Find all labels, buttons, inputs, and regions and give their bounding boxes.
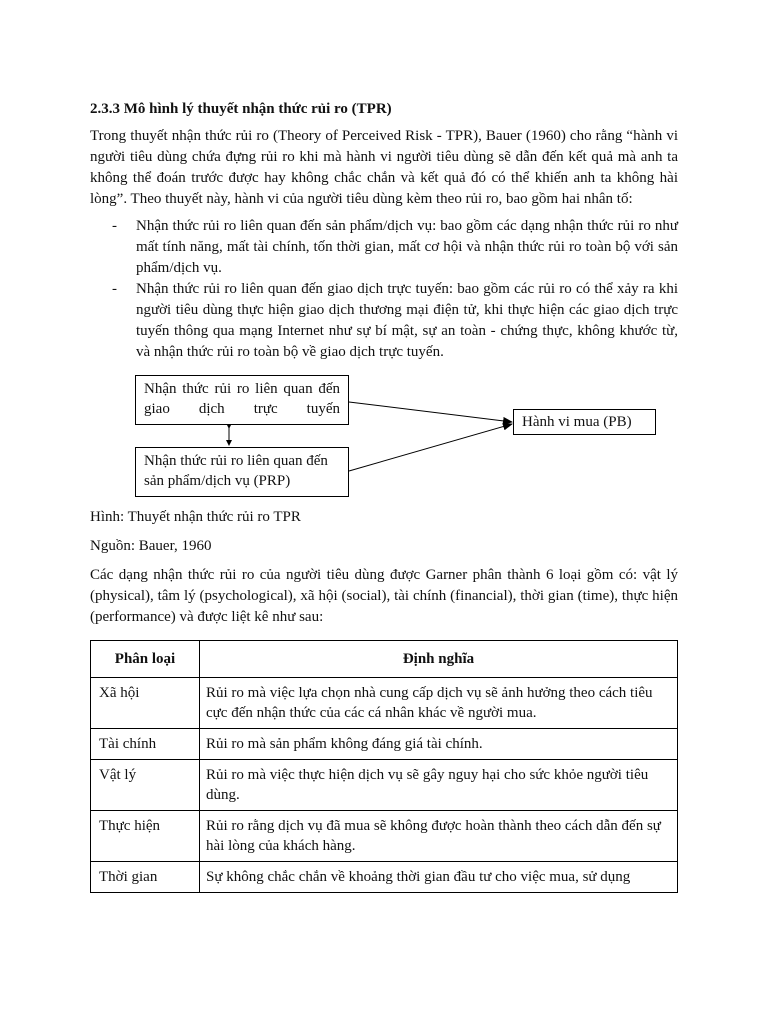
section-heading: 2.3.3 Mô hình lý thuyết nhận thức rủi ro (TPR)	[90, 101, 392, 117]
bullet-dash: -	[112, 218, 117, 234]
product-risk-box: Nhận thức rủi ro liên quan đến sản phẩm/dịch vụ (PRP)	[135, 447, 349, 497]
bullet-dash: -	[112, 281, 117, 297]
list-item	[90, 279, 678, 363]
list-item	[90, 216, 678, 279]
table-cell-definition: Rủi ro rằng dịch vụ đã mua sẽ không được hoàn thành theo cách dẫn đến sự hài lòng của khách hàng.	[200, 811, 678, 862]
classification-paragraph: Các dạng nhận thức rủi ro của người tiêu dùng được Garner phân thành 6 loại gồm có: vật lý (physical), tâm lý (psychological), xã hội (social), tài chính (financial), thời gian (time), thực hiện (performance) và được liệt kê như sau:	[90, 567, 678, 625]
risk-types-table	[90, 640, 678, 893]
table-cell-type: Xã hội	[91, 678, 200, 729]
table-header-row	[91, 641, 678, 678]
arrow-product-to-behavior	[349, 424, 512, 471]
table-cell-type: Thực hiện	[91, 811, 200, 862]
list-item-text: Nhận thức rủi ro liên quan đến sản phẩm/dịch vụ: bao gồm các dạng nhận thức rủi ro như mất tính năng, mất tài chính, tốn thời gian, mất cơ hội và nhận thức rủi ro toàn bộ với sản phẩm/dịch vụ.	[136, 218, 678, 276]
figure-source: Nguồn: Bauer, 1960	[90, 538, 212, 554]
table-row	[91, 862, 678, 893]
list-item-text: Nhận thức rủi ro liên quan đến giao dịch trực tuyến: bao gồm các rủi ro có thể xảy ra khi người tiêu dùng thực hiện giao dịch thương mại điện tử, khi thực hiện các giao dịch trực tuyến thông qua mạng Internet như sự bí mật, sự an toàn - chứng thực, không khước từ, và nhận thức rủi ro toàn bộ về giao dịch trực tuyến.	[136, 281, 678, 360]
document-page	[90, 98, 678, 893]
table-cell-definition: Rủi ro mà việc lựa chọn nhà cung cấp dịch vụ sẽ ảnh hưởng theo cách tiêu cực đến nhận thức của các cá nhân khác về người mua.	[200, 678, 678, 729]
table-row	[91, 760, 678, 811]
table-cell-definition: Sự không chắc chắn về khoảng thời gian đầu tư cho việc mua, sử dụng	[200, 862, 678, 893]
purchase-behavior-box: Hành vi mua (PB)	[513, 409, 656, 435]
intro-paragraph: Trong thuyết nhận thức rủi ro (Theory of Perceived Risk - TPR), Bauer (1960) cho rằng “hành vi người tiêu dùng chứa đựng rủi ro khi mà hành vi người tiêu dùng sẽ dẫn đến kết quả mà anh ta không thể đoán trước được hay không chắc chắn và kết quả đó có thể khiến anh ta không hài lòng”. Theo thuyết này, hành vi của người tiêu dùng kèm theo rủi ro, bao gồm hai nhân tố:	[90, 128, 678, 207]
figure-caption: Hình: Thuyết nhận thức rủi ro TPR	[90, 509, 301, 525]
table-header-cell: Định nghĩa	[200, 641, 678, 678]
table-row	[91, 811, 678, 862]
factor-list	[90, 216, 678, 363]
table-header-cell: Phân loại	[91, 641, 200, 678]
table-row	[91, 729, 678, 760]
table-cell-definition: Rủi ro mà sản phẩm không đáng giá tài chính.	[200, 729, 678, 760]
tpr-diagram	[90, 375, 678, 499]
arrow-transaction-to-behavior	[349, 402, 512, 422]
table-cell-type: Thời gian	[91, 862, 200, 893]
table-cell-type: Tài chính	[91, 729, 200, 760]
table-row	[91, 678, 678, 729]
table-cell-definition: Rủi ro mà việc thực hiện dịch vụ sẽ gây nguy hại cho sức khỏe người tiêu dùng.	[200, 760, 678, 811]
transaction-risk-box: Nhận thức rủi ro liên quan đến giao dịch trực tuyến	[135, 375, 349, 425]
table-cell-type: Vật lý	[91, 760, 200, 811]
